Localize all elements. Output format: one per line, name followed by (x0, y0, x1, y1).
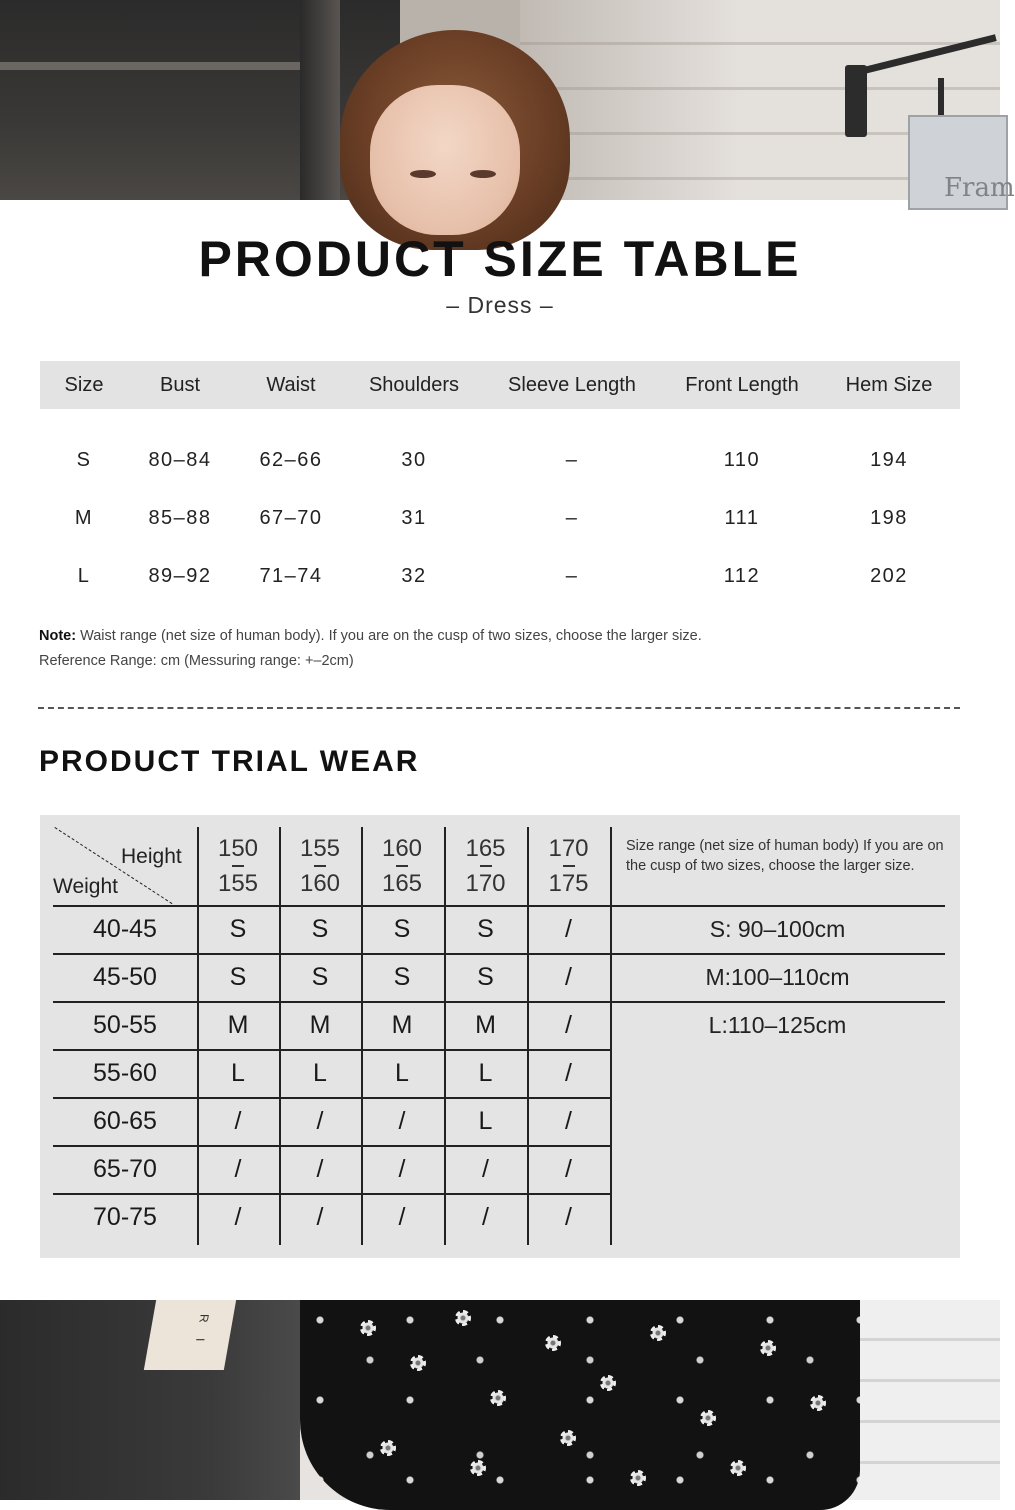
header-front-length: Front Length (685, 373, 799, 396)
sign-hanger (938, 78, 944, 118)
cell-front-length: 110 (723, 448, 761, 471)
header-shoulders: Shoulders (368, 373, 460, 396)
fit-size-cell: L (395, 1058, 409, 1087)
cell-sleeve-length: – (565, 506, 579, 529)
cell-size: L (77, 564, 91, 587)
weight-label: 50-55 (93, 1010, 157, 1039)
fit-size-cell: S (393, 914, 411, 943)
cell-hem-size: 202 (870, 564, 908, 587)
corner-height-label: Height (121, 845, 182, 868)
flower-print (545, 1335, 561, 1351)
fit-size-cell: M (391, 1010, 413, 1039)
height-from: 170 (548, 835, 589, 863)
fit-size-cell: / (565, 914, 572, 943)
fit-size-cell: / (234, 1154, 242, 1183)
fit-size-cell: / (234, 1106, 242, 1135)
cell-waist: 62–66 (259, 448, 323, 471)
fit-size-cell: S (477, 962, 494, 991)
fit-size-cell: / (316, 1202, 324, 1231)
cell-shoulders: 32 (401, 564, 427, 587)
flower-print (730, 1460, 746, 1476)
fit-size-cell: L (231, 1058, 245, 1087)
header-sleeve-length: Sleeve Length (508, 373, 636, 396)
note-label: Note: (39, 628, 77, 644)
flower-print (410, 1355, 426, 1371)
height-header (197, 827, 279, 905)
hero-photo-bottom (0, 1300, 1000, 1500)
weight-label: 65-70 (93, 1154, 157, 1183)
flower-print (455, 1310, 471, 1326)
flower-print (760, 1340, 776, 1356)
hero-photo-top (0, 0, 1015, 203)
reference-range: Reference Range: cm (Messuring range: +–2cm) (39, 653, 354, 669)
fit-size-cell: / (565, 1154, 572, 1183)
height-to: 175 (548, 869, 589, 897)
section-divider (38, 707, 960, 709)
note-line (39, 624, 702, 649)
grid-line (197, 827, 199, 1245)
height-header (279, 827, 361, 905)
fit-size-cell: / (398, 1202, 406, 1231)
floral-skirt (300, 1300, 860, 1510)
fit-size-cell: / (482, 1202, 489, 1231)
weight-label: 70-75 (93, 1202, 157, 1231)
range-s: S: 90–100cm (709, 915, 846, 942)
cell-bust: 80–84 (148, 448, 212, 471)
fit-size-cell: S (229, 962, 247, 991)
fit-size-cell: / (398, 1154, 406, 1183)
flower-print (630, 1470, 646, 1486)
page-subtitle: – Dress – (446, 292, 554, 318)
size-table-body (40, 409, 960, 605)
header-waist: Waist (266, 373, 316, 396)
model-face (370, 85, 520, 235)
cell-sleeve-length: – (565, 448, 579, 471)
fit-size-cell: M (475, 1010, 496, 1039)
fit-size-cell: / (565, 1010, 572, 1039)
height-to: 165 (381, 869, 423, 897)
cell-hem-size: 194 (870, 448, 908, 471)
height-from: 160 (381, 835, 423, 863)
size-table-header (40, 361, 960, 409)
fit-size-cell: / (565, 1058, 572, 1087)
grid-line (444, 827, 446, 1245)
weight-label: 40-45 (93, 914, 157, 943)
grid-line (361, 827, 363, 1245)
table-row (40, 431, 960, 489)
header-size: Size (64, 373, 104, 396)
fit-size-cell: / (398, 1106, 406, 1135)
note-text: Waist range (net size of human body). If you are on the cusp of two sizes, choose the larger size. (76, 628, 702, 644)
fit-size-cell: S (311, 962, 329, 991)
grid-line (53, 905, 945, 907)
hanging-sign (908, 115, 1015, 210)
header-hem-size: Hem Size (845, 373, 933, 396)
cell-size: M (74, 506, 94, 529)
model-eye-right (470, 170, 496, 178)
flower-print (490, 1390, 506, 1406)
fit-size-cell: / (565, 1106, 572, 1135)
fit-size-cell: S (477, 914, 494, 943)
size-note (39, 624, 702, 674)
grid-line (527, 827, 529, 1245)
paper-bag-text: R I (191, 1314, 212, 1348)
height-header (444, 827, 527, 905)
paper-bag (144, 1300, 236, 1370)
trial-grid (40, 815, 960, 1258)
cell-bust: 89–92 (148, 564, 212, 587)
range-m: M:100–110cm (705, 963, 850, 990)
fit-size-cell: S (393, 962, 411, 991)
cell-front-length: 111 (724, 506, 760, 529)
height-to: 160 (299, 869, 341, 897)
door-frame (0, 62, 330, 70)
size-table (40, 361, 960, 605)
fit-size-cell: / (565, 962, 572, 991)
model-eye-left (410, 170, 436, 178)
height-to: 170 (465, 869, 506, 897)
height-from: 155 (299, 835, 341, 863)
cell-bust: 85–88 (148, 506, 212, 529)
trial-wear-table (40, 815, 960, 1258)
flower-print (560, 1430, 576, 1446)
fit-size-cell: / (316, 1106, 324, 1135)
table-row (40, 489, 960, 547)
fit-size-cell: L (313, 1058, 327, 1087)
weight-label: 45-50 (93, 962, 157, 991)
grid-line (53, 953, 945, 955)
height-header (527, 827, 610, 905)
flower-print (470, 1460, 486, 1476)
cell-shoulders: 31 (401, 506, 427, 529)
fit-size-cell: / (482, 1154, 489, 1183)
cell-front-length: 112 (723, 564, 761, 587)
flower-print (360, 1320, 376, 1336)
size-range-note: Size range (net size of human body) If you are on the cusp of two sizes, choose the larger size. (626, 838, 944, 874)
fit-size-cell: S (229, 914, 247, 943)
grid-line (279, 827, 281, 1245)
grid-line (610, 827, 612, 1245)
weight-label: 55-60 (93, 1058, 157, 1087)
fit-size-cell: / (316, 1154, 324, 1183)
trial-wear-title: PRODUCT TRIAL WEAR (39, 745, 420, 778)
fit-size-cell: M (227, 1010, 249, 1039)
fit-size-cell: L (478, 1058, 493, 1087)
flower-print (650, 1325, 666, 1341)
fit-size-cell: / (565, 1202, 572, 1231)
sign-bracket (845, 65, 867, 137)
flower-print (600, 1375, 616, 1391)
flower-print (810, 1395, 826, 1411)
cell-waist: 67–70 (259, 506, 323, 529)
cell-waist: 71–74 (259, 564, 323, 587)
corner-weight-label: Weight (53, 875, 118, 898)
fit-size-cell: / (234, 1202, 242, 1231)
door-edge (300, 0, 340, 200)
grid-line (53, 1001, 945, 1003)
fit-size-cell: S (311, 914, 329, 943)
cell-sleeve-length: – (565, 564, 579, 587)
sign-text: Fram (944, 173, 1015, 203)
cell-size: S (76, 448, 92, 471)
fit-size-cell: L (478, 1106, 493, 1135)
height-header (361, 827, 443, 905)
flower-print (380, 1440, 396, 1456)
height-to: 155 (217, 869, 259, 897)
height-from: 150 (217, 835, 259, 863)
weight-label: 60-65 (93, 1106, 157, 1135)
cell-shoulders: 30 (401, 448, 427, 471)
flower-print (700, 1410, 716, 1426)
page-title: PRODUCT SIZE TABLE (198, 231, 802, 287)
height-from: 165 (465, 835, 506, 863)
range-l: L:110–125cm (708, 1011, 847, 1038)
cell-hem-size: 198 (870, 506, 908, 529)
table-row (40, 547, 960, 605)
header-bust: Bust (159, 373, 201, 396)
fit-size-cell: M (309, 1010, 331, 1039)
